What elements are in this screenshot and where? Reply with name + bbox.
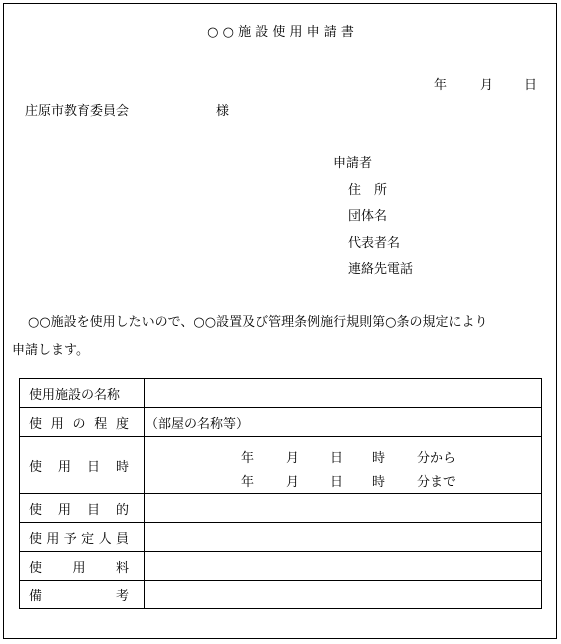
document-title: ○ ○ 施 設 使 用 申 請 書	[207, 25, 354, 40]
from-minute: 分から	[417, 451, 457, 466]
from-month: 月	[286, 451, 300, 466]
from-year: 年	[241, 451, 255, 466]
table-row-facility-name	[20, 379, 542, 408]
from-day: 日	[330, 451, 344, 466]
extent-field[interactable]: （部屋の名称等）	[145, 408, 542, 437]
application-table	[19, 378, 542, 609]
declaration-line-1: ○○施設を使用したいので、○○設置及び管理条例施行規則第○条の規定により	[28, 315, 488, 330]
facility-name-label: 使用施設の名称	[20, 379, 145, 408]
to-month: 月	[286, 475, 300, 490]
date-month-label: 月	[480, 78, 494, 93]
remarks-field[interactable]	[145, 581, 542, 609]
applicant-group-label: 団体名	[348, 209, 388, 224]
fee-field[interactable]	[145, 552, 542, 581]
table-row-fee	[20, 552, 542, 581]
fee-label: 使 用 料	[20, 552, 145, 581]
applicant-representative-label: 代表者名	[348, 236, 401, 251]
table-row-remarks	[20, 581, 542, 609]
date-day-label: 日	[524, 78, 538, 93]
datetime-from-line	[145, 441, 541, 465]
addressee-name: 庄原市教育委員会	[25, 104, 130, 119]
to-hour: 時	[372, 475, 386, 490]
datetime-field[interactable]	[145, 437, 542, 494]
planned-people-label: 使 用 予 定 人 員	[20, 523, 145, 552]
extent-label: 使 用 の 程 度	[20, 408, 145, 437]
datetime-to-line	[145, 465, 541, 489]
applicant-address-label: 住 所	[348, 183, 388, 198]
remarks-label: 備 考	[20, 581, 145, 609]
applicant-heading: 申請者	[333, 156, 373, 171]
table-row-planned-people	[20, 523, 542, 552]
date-year-label: 年	[434, 78, 448, 93]
to-minute: 分まで	[417, 475, 457, 490]
facility-name-field[interactable]	[145, 379, 542, 408]
to-day: 日	[330, 475, 344, 490]
table-row-datetime	[20, 437, 542, 494]
to-year: 年	[241, 475, 255, 490]
declaration-line-2: 申請します。	[12, 343, 89, 358]
purpose-label: 使 用 目 的	[20, 494, 145, 523]
table-row-purpose	[20, 494, 542, 523]
from-hour: 時	[372, 451, 386, 466]
table-row-extent	[20, 408, 542, 437]
datetime-label: 使 用 日 時	[20, 437, 145, 494]
addressee-honorific: 様	[216, 104, 230, 119]
purpose-field[interactable]	[145, 494, 542, 523]
planned-people-field[interactable]	[145, 523, 542, 552]
applicant-phone-label: 連絡先電話	[348, 262, 414, 277]
